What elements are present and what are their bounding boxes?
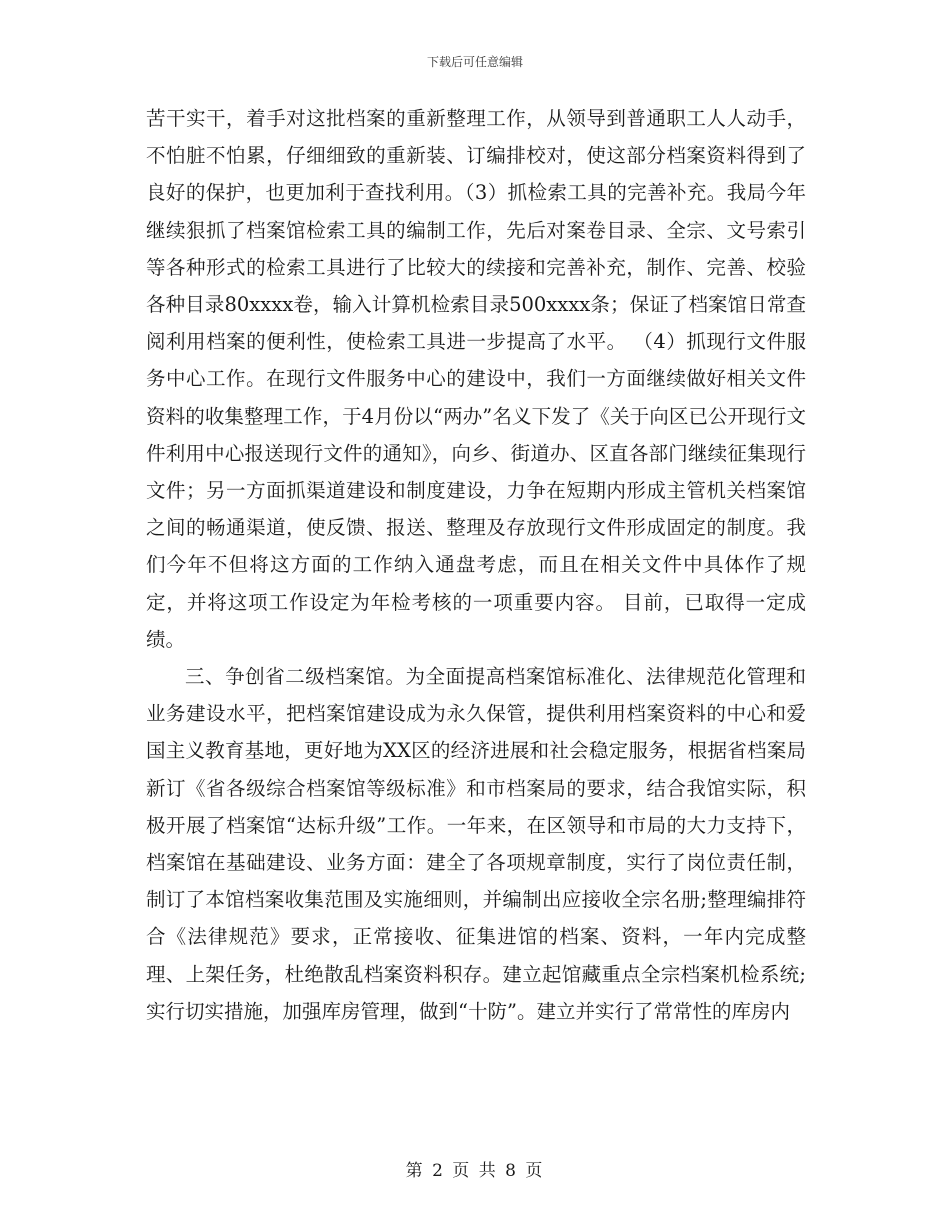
document-body	[146, 100, 806, 1030]
body-paragraph-1: 苦干实干，着手对这批档案的重新整理工作，从领导到普通职工人人动手，不怕脏不怕累，仔细细致的重新装、订编排校对，使这部分档案资料得到了良好的保护，也更加利于查找利用。（3）抓检索工具的完善补充。我局今年继续狠抓了档案馆检索工具的编制工作，先后对案卷目录、全宗、文号索引等各种形式的检索工具进行了比较大的续接和完善补充，制作、完善、校验各种目录80xxxx卷，输入计算机检索目录500xxxx条；保证了档案馆日常查阅利用档案的便利性，使检索工具进一步提高了水平。 （4）抓现行文件服务中心工作。在现行文件服务中心的建设中，我们一方面继续做好相关文件资料的收集整理工作，于4月份以“两办”名义下发了《关于向区已公开现行文件利用中心报送现行文件的通知》，向乡、街道办、区直各部门继续征集现行文件；另一方面抓渠道建设和制度建设，力争在短期内形成主管机关档案馆之间的畅通渠道，使反馈、报送、整理及存放现行文件形成固定的制度。我们今年不但将这方面的工作纳入通盘考虑，而且在相关文件中具体作了规定，并将这项工作设定为年检考核的一项重要内容。 目前，已取得一定成绩。	[146, 107, 806, 651]
page-header-note: 下载后可任意编辑	[426, 55, 523, 69]
body-paragraph-2: 三、争创省二级档案馆。为全面提高档案馆标准化、法律规范化管理和业务建设水平，把档案馆建设成为永久保管，提供利用档案资料的中心和爱国主义教育基地，更好地为XX区的经济进展和社会稳定服务，根据省档案局新订《省各级综合档案馆等级标准》和市档案局的要求，结合我馆实际，积极开展了档案馆“达标升级”工作。一年来，在区领导和市局的大力支持下，档案馆在基础建设、业务方面：建全了各项规章制度，实行了岗位责任制，制订了本馆档案收集范围及实施细则，并编制出应接收全宗名册;整理编排符合《法律规范》要求，正常接收、征集进馆的档案、资料，一年内完成整理、上架任务，杜绝散乱档案资料积存。建立起馆藏重点全宗档案机检系统;实行切实措施，加强库房管理，做到“十防”。建立并实行了常常性的库房内	[146, 665, 806, 1023]
page-number-footer: 第 2 页 共 8 页	[405, 1161, 545, 1181]
